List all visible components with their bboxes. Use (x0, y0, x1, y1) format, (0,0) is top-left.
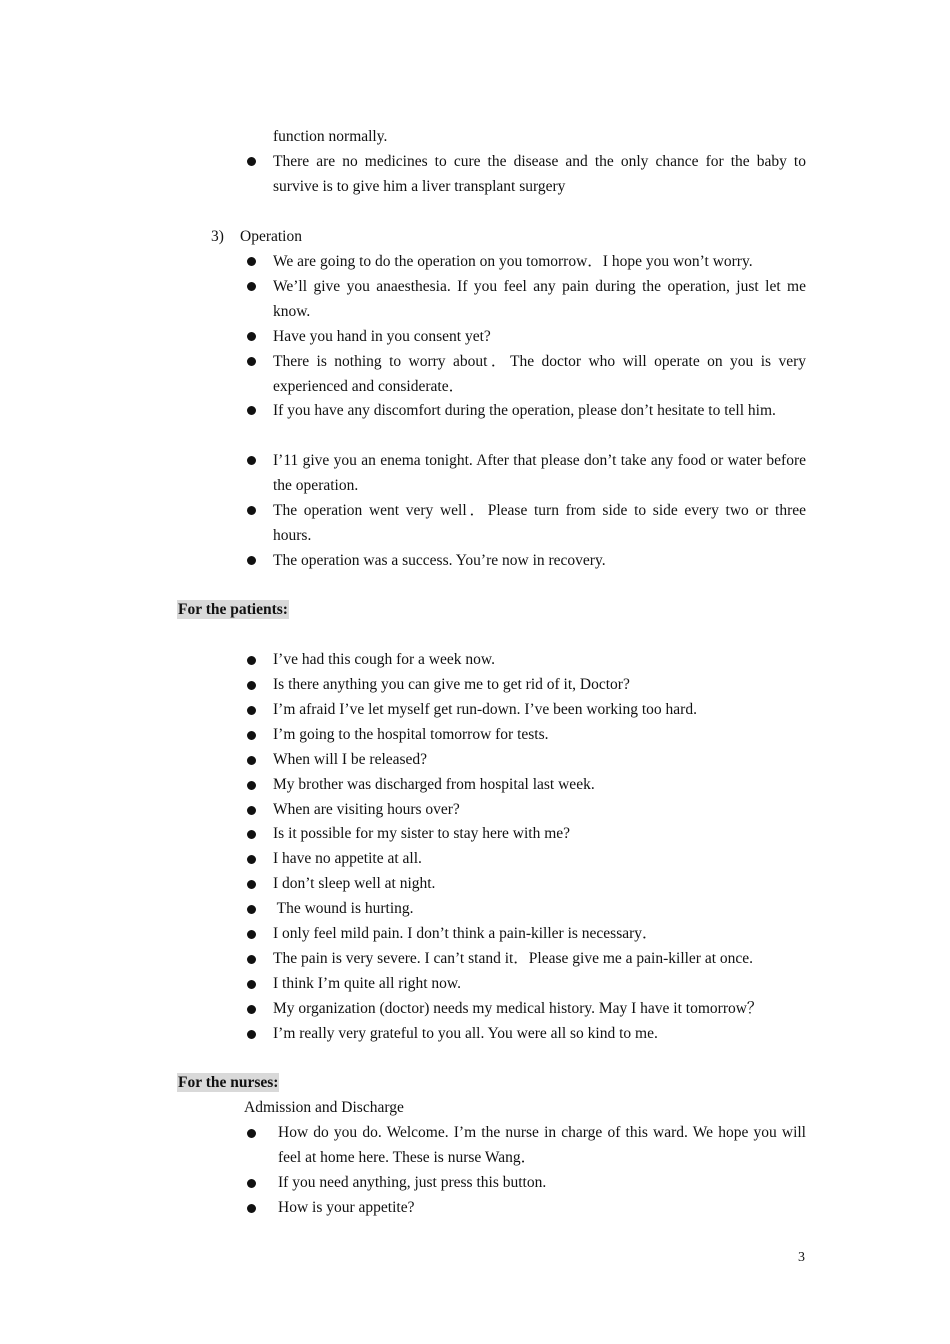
nurse-item: How do you do. Welcome. I’m the nurse in charge of this ward. We hope you will feel at home here. These is nurse Wang． (278, 1124, 806, 1166)
bullet-icon (247, 1179, 256, 1188)
patient-item: My brother was discharged from hospital last week. (273, 776, 595, 793)
bullet-icon (247, 806, 256, 815)
patient-item: I’m really very grateful to you all. You were all so kind to me. (273, 1025, 658, 1042)
operation-item: Have you hand in you consent yet? (273, 328, 491, 345)
bullet-icon (247, 756, 256, 765)
patient-item: I think I’m quite all right now. (273, 975, 461, 992)
heading-patients: For the patients: (178, 601, 288, 618)
patient-item: I only feel mild pain. I don’t think a pain-killer is necessary． (273, 925, 658, 942)
patient-item: The pain is very severe. I can’t stand it．Please give me a pain-killer at once. (273, 950, 754, 967)
patient-item: I’m afraid I’ve let myself get run-down. I’ve been working too hard. (273, 701, 697, 718)
patient-item: My organization (doctor) needs my medical history. May I have it tomorrow？ (273, 1000, 763, 1017)
bullet-icon (247, 955, 256, 964)
patient-item: When are visiting hours over? (273, 801, 460, 818)
bullet-icon (247, 332, 256, 341)
operation-item: I’11 give you an enema tonight. After that please don’t take any food or water before the operation. (273, 452, 806, 494)
bullet-icon (247, 731, 256, 740)
bullet-icon (247, 830, 256, 839)
patient-item: I’m going to the hospital tomorrow for tests. (273, 726, 549, 743)
continued-text: function normally. (273, 128, 388, 145)
operation-item: We are going to do the operation on you tomorrow．I hope you won’t worry. (273, 253, 753, 270)
bullet-icon (247, 556, 256, 565)
bullet-icon (247, 706, 256, 715)
operation-item: The operation went very well．Please turn from side to side every two or three hours. (273, 502, 806, 544)
section-number: 3) (211, 228, 224, 245)
bullet-icon (247, 1030, 256, 1039)
bullet-icon (247, 406, 256, 415)
bullet-icon (247, 282, 256, 291)
bullet-icon (247, 880, 256, 889)
operation-item: There is nothing to worry about．The doctor who will operate on you is very experienced and considerate． (273, 353, 806, 395)
patient-item: Is there anything you can give me to get rid of it, Doctor? (273, 676, 630, 693)
bullet-icon (247, 781, 256, 790)
bullet-icon (247, 1204, 256, 1213)
bullet-icon (247, 855, 256, 864)
bullet-icon (247, 681, 256, 690)
bullet-icon (247, 357, 256, 366)
bullet-icon (247, 456, 256, 465)
patient-item: When will I be released? (273, 751, 428, 768)
nurse-item: How is your appetite? (278, 1199, 415, 1216)
patient-item: Is it possible for my sister to stay here with me? (273, 825, 571, 842)
bullet-icon (247, 905, 256, 914)
patient-item: The wound is hurting. (273, 900, 414, 917)
operation-item: We’ll give you anaesthesia. If you feel any pain during the operation, just let me know. (273, 278, 806, 320)
section-title-operation: Operation (240, 228, 302, 245)
bullet-icon (247, 257, 256, 266)
bullet-icon (247, 656, 256, 665)
operation-item: If you have any discomfort during the operation, please don’t hesitate to tell him. (273, 402, 776, 419)
heading-nurses: For the nurses: (178, 1074, 279, 1091)
bullet-icon (247, 157, 256, 166)
operation-item: The operation was a success. You’re now in recovery. (273, 552, 606, 569)
patient-item: I have no appetite at all. (273, 850, 422, 867)
nurses-subheading: Admission and Discharge (244, 1099, 404, 1116)
patient-item: I don’t sleep well at night. (273, 875, 436, 892)
bullet-icon (247, 1005, 256, 1014)
nurse-item: If you need anything, just press this button. (278, 1174, 547, 1191)
bullet-icon (247, 506, 256, 515)
bullet-icon (247, 980, 256, 989)
patient-item: I’ve had this cough for a week now. (273, 651, 495, 668)
bullet-no-medicine: There are no medicines to cure the disease and the only chance for the baby to survive is to give him a liver transplant surgery (273, 153, 806, 195)
bullet-icon (247, 930, 256, 939)
bullet-icon (247, 1129, 256, 1138)
page-number: 3 (798, 1250, 805, 1265)
